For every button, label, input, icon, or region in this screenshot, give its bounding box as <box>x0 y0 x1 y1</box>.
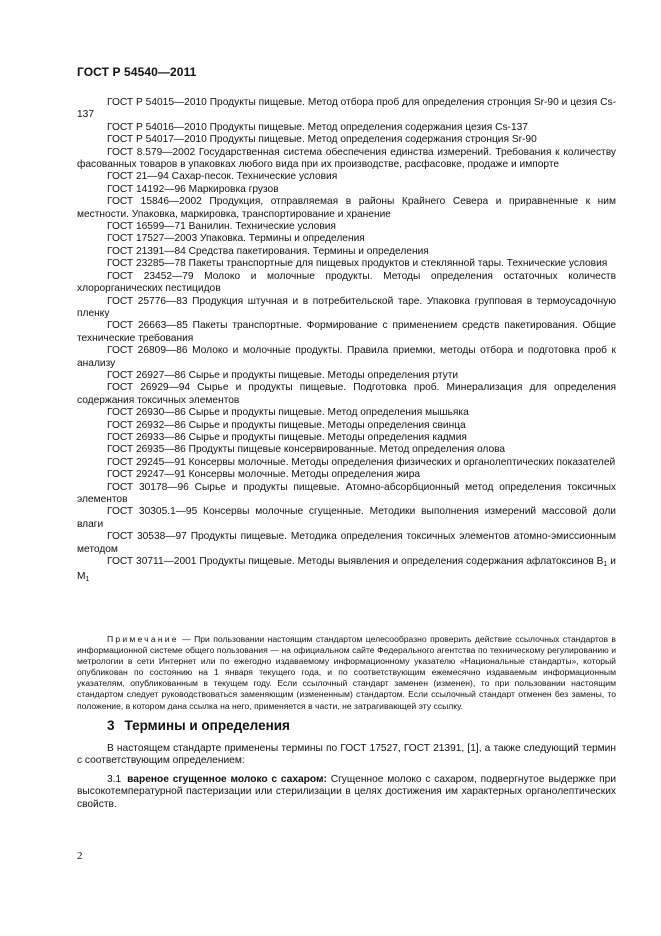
reference-text-mid: и M <box>77 556 616 583</box>
reference-item: ГОСТ 21391—84 Средства пакетирования. Термины и определения <box>107 245 429 257</box>
page-number: 2 <box>77 850 83 862</box>
reference-item: ГОСТ 26933—86 Сырье и продукты пищевые. Методы определения кадмия <box>107 431 467 443</box>
reference-item: ГОСТ 15846—2002 Продукция, отправляемая в районы Крайнего Севера и приравненные к ним местности. Упаковка, маркировка, транспортирование и хранение <box>77 196 616 220</box>
reference-item: ГОСТ 29245—91 Консервы молочные. Методы определения физических и органолептических показателей <box>107 456 616 468</box>
document-header: ГОСТ Р 54540—2011 <box>77 65 197 79</box>
reference-item: ГОСТ 26929—94 Сырье и продукты пищевые. Подготовка проб. Минерализация для определения содержания токсичных элементов <box>77 382 616 406</box>
note-text: — При пользовании настоящим стандартом целесообразно проверить действие ссылочных стандартов в информационной системе общего пользования — на официальном сайте Федерального агентства по техническому регулированию и метрологии в сети Интернет или по ежегодно издаваемому информационному указателю «Национальные стандарты», который опубликован по состоянию на 1 января текущего года, и по соответствующим ежемесячно издаваемым информационным указателям, опубликованным в текущем году. Если ссылочный стандарт заменен (изменен), то при пользовании настоящим стандартом следует руководствоваться заменяющим (измененным) стандартом. Если ссылочный стандарт отменен без замены, то положение, в котором дана ссылка на него, применяется в части, не затрагивающей эту ссылку. <box>77 634 616 711</box>
term-paragraph <box>77 774 616 811</box>
section-number: 3 <box>107 718 115 733</box>
term-number: 3.1 <box>107 774 122 785</box>
term-definition <box>77 774 616 811</box>
reference-item: ГОСТ Р 54017—2010 Продукты пищевые. Метод определения содержания стронция Sr-90 <box>107 134 537 146</box>
reference-item: ГОСТ 30538—97 Продукты пищевые. Методика определения токсичных элементов атомно-эмиссионным методом <box>77 531 616 555</box>
reference-item: ГОСТ 26809—86 Молоко и молочные продукты. Правила приемки, методы отбора и подготовка проб к анализу <box>77 345 616 369</box>
reference-item: ГОСТ 30305.1—95 Консервы молочные сгущенные. Методики выполнения измерений массовой доли влаги <box>77 506 616 530</box>
reference-item: ГОСТ 26932—86 Сырье и продукты пищевые. Методы определения свинца <box>107 419 466 431</box>
reference-text: ГОСТ 30711—2001 Продукты пищевые. Методы выявления и определения содержания афлатоксинов B <box>107 556 604 568</box>
reference-item: ГОСТ 8.579—2002 Государственная система обеспечения единства измерений. Требования к количеству фасованных товаров в упаковках любого вида при их производстве, расфасовке, продаже и импорте <box>77 146 616 171</box>
reference-item: ГОСТ 17527—2003 Упаковка. Термины и определения <box>107 233 365 245</box>
reference-item: ГОСТ 23452—79 Молоко и молочные продукты. Методы определения остаточных количеств хлорорганических пестицидов <box>77 270 616 295</box>
reference-item: ГОСТ 14192—96 Маркировка грузов <box>107 183 279 195</box>
reference-item: ГОСТ 23285—78 Пакеты транспортные для пищевых продуктов и стеклянной тары. Технические условия <box>107 258 608 270</box>
reference-item: ГОСТ Р 54016—2010 Продукты пищевые. Метод определения содержания цезия Cs-137 <box>107 121 528 133</box>
section-heading <box>107 718 290 733</box>
reference-item: ГОСТ 25776—83 Продукция штучная и в потребительской таре. Упаковка групповая в термоусадочную пленку <box>77 295 616 319</box>
subscript: 1 <box>603 561 608 569</box>
section-intro <box>77 743 616 768</box>
section-title: Термины и определения <box>124 718 290 733</box>
reference-item: ГОСТ 26930—86 Сырье и продукты пищевые. Метод определения мышьяка <box>107 407 469 419</box>
reference-item: ГОСТ 30178—96 Сырье и продукты пищевые. Атомно-абсорбционный метод определения токсичных элементов <box>77 481 616 505</box>
reference-item: ГОСТ 21—94 Сахар-песок. Технические условия <box>107 171 338 183</box>
reference-item: ГОСТ 16599—71 Ванилин. Технические условия <box>107 221 336 233</box>
reference-item: ГОСТ 26935—86 Продукты пищевые консервированные. Метод определения олова <box>107 444 506 456</box>
reference-item-last <box>77 556 616 587</box>
reference-item: ГОСТ 29247—91 Консервы молочные. Методы определения жира <box>107 469 421 481</box>
reference-item: ГОСТ 26663—85 Пакеты транспортные. Формирование с применением средств пакетирования. Общие технические требования <box>77 320 616 344</box>
subscript: 1 <box>85 576 90 584</box>
intro-paragraph: В настоящем стандарте применены термины по ГОСТ 17527, ГОСТ 21391, [1], а также следующий термин с соответствующим определением: <box>77 743 616 767</box>
term-definition-text: Сгущенное молоко с сахаром, подвергнутое выдержке при высокотемпературной пастеризации или стерилизации в целях достижения им характерных органолептических свойств. <box>77 774 617 810</box>
note-label: Примечание <box>107 634 179 644</box>
note <box>77 634 616 712</box>
normative-references-list <box>77 97 616 587</box>
term-name: вареное сгущенное молоко с сахаром: <box>127 774 327 785</box>
reference-item: ГОСТ 26927—86 Сырье и продукты пищевые. Методы определения ртути <box>107 369 459 381</box>
reference-item: ГОСТ Р 54015—2010 Продукты пищевые. Метод отбора проб для определения стронция Sr-90 и цезия Cs-137 <box>77 97 616 121</box>
